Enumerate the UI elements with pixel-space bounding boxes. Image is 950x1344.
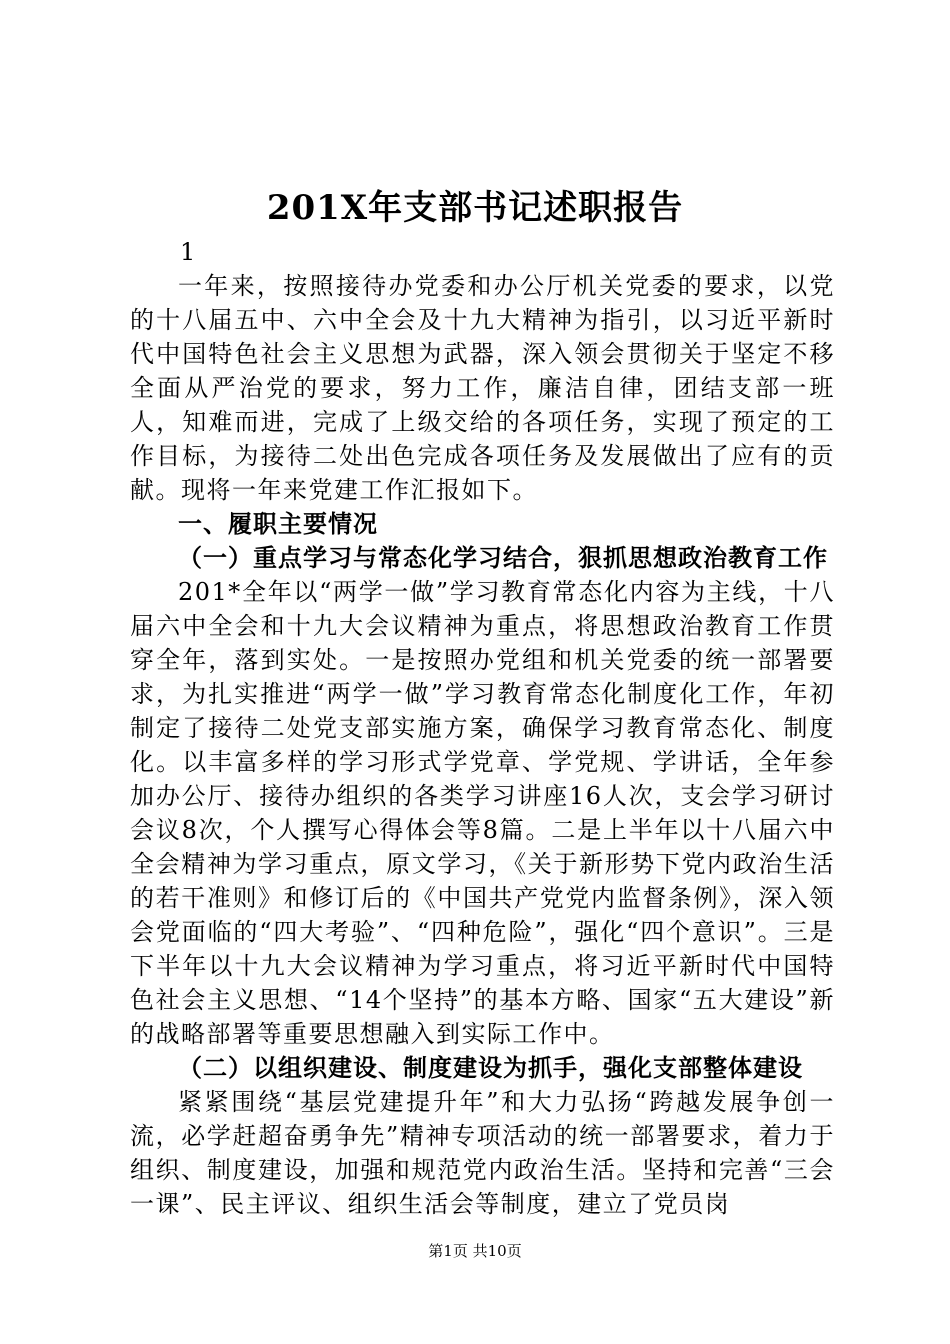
- paragraph-organization: 紧紧围绕“基层党建提升年”和大力弘扬“跨越发展争创一流，必学赶超奋勇争先”精神专项活动的统一部署要求，着力于组织、制度建设，加强和规范党内政治生活。坚持和完善“三会一课”、民主评议、组织生活会等制度，建立了党员岗: [130, 1088, 835, 1218]
- document-title: 201X年支部书记述职报告: [266, 188, 684, 228]
- paragraph-intro: 一年来，按照接待办党委和办公厅机关党委的要求，以党的十八届五中、六中全会及十九大精神为指引，以习近平新时代中国特色社会主义思想为武器，深入领会贯彻关于坚定不移全面从严治党的要求，努力工作，廉洁自律，团结支部一班人，知难而进，完成了上级交给的各项任务，实现了预定的工作目标，为接待二处出色完成各项任务及发展做出了应有的贡献。现将一年来党建工作汇报如下。: [130, 272, 835, 504]
- page-footer: 第1页 共10页: [428, 1242, 522, 1260]
- document-body: [130, 235, 835, 1221]
- paragraph-study: 201*全年以“两学一做”学习教育常态化内容为主线，十八届六中全会和十九大会议精神为重点，将思想政治教育工作贯穿全年，落到实处。一是按照办党组和机关党委的统一部署要求，为扎实推进“两学一做”学习教育常态化制度化工作，年初制定了接待二处党支部实施方案，确保学习教育常态化、制度化。以丰富多样的学习形式学党章、学党规、学讲话，全年参加办公厅、接待办组织的各类学习讲座16人次，支会学习研讨会议8次，个人撰写心得体会等8篇。二是上半年以十八届六中全会精神为学习重点，原文学习，《关于新形势下党内政治生活的若干准则》和修订后的《中国共产党党内监督条例》，深入领会党面临的“四大考验”、“四种危险”，强化“四个意识”。三是下半年以十九大会议精神为学习重点，将习近平新时代中国特色社会主义思想、“14个坚持”的基本方略、国家“五大建设”新的战略部署等重要思想融入到实际工作中。: [130, 578, 835, 1048]
- number-line: 1: [180, 238, 197, 266]
- subsection-heading-1-2: （二）以组织建设、制度建设为抓手，强化支部整体建设: [178, 1054, 803, 1082]
- section-heading-1: 一、履职主要情况: [178, 510, 378, 538]
- subsection-heading-1-1: （一）重点学习与常态化学习结合，狠抓思想政治教育工作: [178, 544, 828, 572]
